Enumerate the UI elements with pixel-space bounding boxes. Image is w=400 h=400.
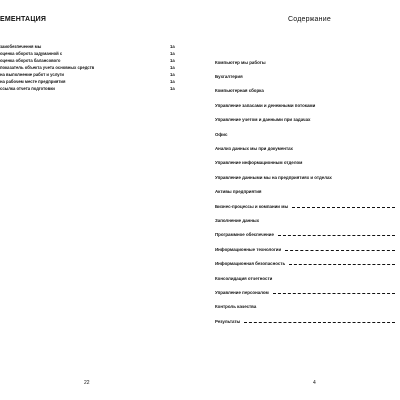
right-toc-row	[215, 84, 395, 98]
right-toc-entry-text: Заполнение данных	[215, 217, 260, 223]
left-toc-entry-page: 1а	[170, 72, 175, 77]
left-page-number: 22	[84, 380, 90, 386]
left-toc-row	[0, 64, 182, 71]
left-toc-row	[0, 50, 182, 57]
left-toc-entry-page: 1а	[170, 44, 175, 49]
dashed-leader-line	[285, 250, 395, 251]
right-toc-row	[215, 141, 395, 155]
left-toc-list	[0, 43, 182, 92]
right-toc-entry-text: Управление запасами и денежными потоками	[215, 102, 316, 108]
dashed-leader-line	[278, 235, 395, 236]
left-page-title: ЕМЕНТАЦИЯ	[0, 16, 47, 23]
right-page-title: Содержание	[288, 16, 331, 23]
right-toc-entry-text: Управление информационным отделом	[215, 160, 303, 166]
left-toc-row	[0, 43, 182, 50]
right-toc-row	[215, 156, 395, 170]
left-toc-row	[0, 85, 182, 92]
right-toc-entry-text: Офис	[215, 131, 228, 137]
left-toc-entry-text: ссылка отчета подготовки	[0, 86, 55, 91]
left-toc-row	[0, 71, 182, 78]
right-toc-entry-text: Контроль качества	[215, 304, 257, 310]
right-toc-row	[215, 285, 395, 299]
right-toc-row	[215, 213, 395, 227]
left-toc-entry-text: оценка оборота задуманной с	[0, 51, 63, 56]
right-toc-row	[215, 256, 395, 270]
left-toc-entry-text: на выполнение работ и услуги	[0, 72, 64, 77]
left-toc-entry-page: 1а	[170, 79, 175, 84]
right-toc-entry-text: Компьютерная сборка	[215, 88, 264, 94]
right-toc-entry-text: Консолидация отчетности	[215, 275, 273, 281]
right-toc-list	[215, 55, 395, 328]
right-toc-entry-text: Информационные технологии	[215, 246, 282, 252]
right-toc-row	[215, 69, 395, 83]
right-toc-entry-text: Управление учетом и данными при задачах	[215, 117, 311, 123]
right-toc-entry-text: Управление персоналом	[215, 289, 269, 295]
right-page-number: 4	[313, 380, 316, 386]
left-toc-entry-text: оценка оборота балансового	[0, 58, 61, 63]
left-toc-entry-text: на рабочем месте предприятия	[0, 79, 66, 84]
right-toc-row	[215, 199, 395, 213]
right-toc-row	[215, 127, 395, 141]
dashed-leader-line	[273, 293, 395, 294]
right-toc-row	[215, 185, 395, 199]
right-toc-row	[215, 314, 395, 328]
left-toc-row	[0, 78, 182, 85]
right-toc-entry-text: Активы предприятия	[215, 189, 262, 195]
dashed-leader-line	[292, 207, 395, 208]
left-toc-entry-page: 1а	[170, 51, 175, 56]
left-page	[0, 0, 190, 400]
left-toc-entry-page: 1а	[170, 86, 175, 91]
right-toc-entry-text: Компьютер мы работы	[215, 59, 266, 65]
left-toc-entry-page: 1а	[170, 58, 175, 63]
right-page	[205, 0, 400, 400]
right-toc-row	[215, 228, 395, 242]
right-toc-entry-text: Программное обеспечение	[215, 232, 274, 238]
right-toc-entry-text: Информационная безопасность	[215, 261, 286, 267]
left-toc-entry-text: заиобезпечення мы	[0, 44, 42, 49]
right-toc-entry-text: Анализ данных мы при документах	[215, 146, 293, 152]
left-toc-entry-page: 1а	[170, 65, 175, 70]
right-toc-row	[215, 271, 395, 285]
right-toc-row	[215, 55, 395, 69]
right-toc-row	[215, 300, 395, 314]
dashed-leader-line	[244, 322, 395, 323]
right-toc-row	[215, 98, 395, 112]
right-toc-entry-text: Бизнес-процессы и компании мы	[215, 203, 289, 209]
right-toc-row	[215, 170, 395, 184]
right-toc-entry-text: Бухгалтерия	[215, 74, 243, 80]
right-toc-entry-text: Управление данными мы на предприятиях и отделах	[215, 174, 332, 180]
right-toc-row	[215, 113, 395, 127]
right-toc-entry-text: Результаты	[215, 318, 241, 324]
left-toc-row	[0, 57, 182, 64]
right-toc-row	[215, 242, 395, 256]
left-toc-entry-text: показатель объекта учета основных средств	[0, 65, 95, 70]
dashed-leader-line	[289, 264, 395, 265]
